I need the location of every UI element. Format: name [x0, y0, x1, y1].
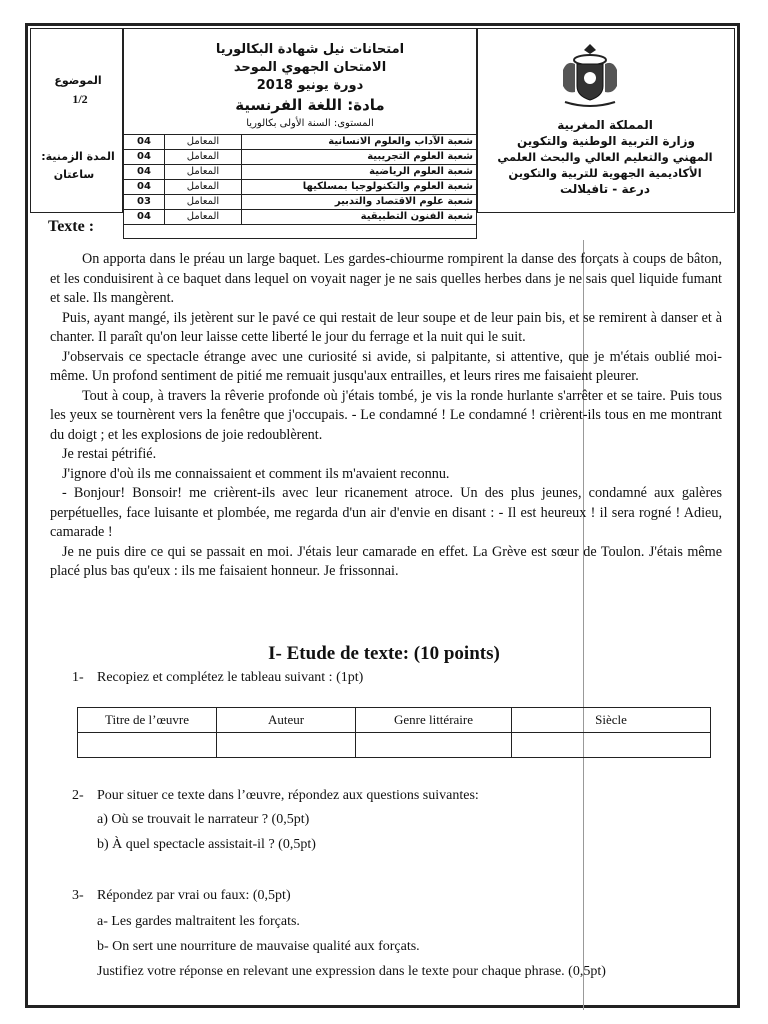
text-paragraph: J'ignore d'où ils me connaissaient et comment ils m'avaient reconnu.: [62, 465, 450, 482]
header-left-box: [30, 28, 123, 213]
question-2b: b) À quel spectacle assistait-il ? (0,5pt): [97, 837, 316, 852]
subject-label: الموضوع: [54, 74, 102, 87]
exam-title-1: امتحانات نيل شهادة البكالوريا: [215, 42, 405, 57]
text-paragraph: Puis, ayant mangé, ils jetèrent sur le pavé ce qui restait de leur soupe et de leur pain bis, et se remirent à danser et à chanter. Il paraît qu'on leur laisse cette liberté le jour du ferrage et la nuit qui le suit.: [50, 309, 722, 345]
text-paragraph: Je restai pétrifié.: [62, 446, 157, 462]
question-3a: a- Les gardes maltraitent les forçats.: [97, 914, 300, 929]
coefficient-label: المعامل: [165, 180, 242, 195]
table-answer-row: [78, 733, 711, 758]
coefficient-label: المعامل: [165, 135, 242, 150]
ministry-line-2: المهني والتعليم العالي والبحث العلمي: [497, 150, 713, 164]
duration-label: المدة الزمنية:: [41, 150, 115, 163]
branch-coefficient: 04: [124, 135, 165, 150]
table-header-cell: Genre littéraire: [356, 708, 512, 733]
table-answer-cell: [356, 733, 512, 758]
exam-title-2: الامتحان الجهوي الموحد: [233, 60, 387, 75]
academy-line-2: درعة - تافيلالت: [560, 182, 650, 196]
branch-row: [124, 180, 477, 195]
branch-coefficient: 04: [124, 165, 165, 180]
work-info-table: [77, 707, 711, 758]
branch-row: [124, 135, 477, 150]
texte-label: Texte :: [48, 218, 95, 235]
text-paragraph: J'observais ce spectacle étrange avec une curiosité si avide, si palpitante, si attentive, que je m'étais oublié moi-même. Un profond sentiment de pitié me remuait jusqu'aux entrailles, et leurs rires me faisaient pleurer.: [50, 348, 722, 384]
text-paragraph: Je ne puis dire ce qui se passait en moi. J'étais leur camarade en effet. La Grève est sœur de Toulon. J'étais même placé plus bas qu'eux : ils me faisaient honneur. Je frissonnai.: [50, 543, 722, 579]
coat-of-arms-emblem: [555, 40, 625, 110]
session: دورة يونيو 2018: [256, 78, 364, 93]
question-2-text: Pour situer ce texte dans l’œuvre, répondez aux questions suivantes:: [97, 788, 479, 803]
kingdom: المملكة المغربية: [557, 118, 653, 132]
branch-row: [124, 195, 477, 210]
branch-coefficient: 04: [124, 180, 165, 195]
level: المستوى: السنة الأولى بكالوريا: [246, 118, 374, 129]
text-paragraph: - Bonjour! Bonsoir! me crièrent-ils avec leur ricanement atroce. Un des plus jeunes, condamné aux galères perpétuelles, face luisante et plombée, me regarda d'un air d'envie en disant : - Il est heureux ! il sera rogné ! Adieu, camarade !: [50, 485, 722, 540]
branch-row: [124, 150, 477, 165]
branch-name: شعبة الفنون التطبيقية: [242, 210, 477, 225]
subject: مادة: اللغة الفرنسية: [235, 96, 385, 114]
table-answer-cell: [512, 733, 711, 758]
text-paragraph: On apporta dans le préau un large baquet. Les gardes-chiourme rompirent la danse des forçats à coups de bâton, et les conduisirent à ce baquet dans lequel on voyait nager je ne sais quelles herbes dans je ne sais quel liquide fumant et sale. Ils mangèrent.: [50, 251, 722, 306]
duration-value: ساعتان: [53, 168, 95, 181]
branch-coefficient: 04: [124, 150, 165, 165]
coefficient-label: المعامل: [165, 210, 242, 225]
table-answer-cell: [217, 733, 356, 758]
branch-name: شعبة العلوم والتكنولوجيا بمسلكيها: [242, 180, 477, 195]
branch-row: [124, 165, 477, 180]
question-3-number: 3-: [72, 888, 84, 903]
branch-row: [124, 210, 477, 225]
coefficient-label: المعامل: [165, 195, 242, 210]
branch-name: شعبة العلوم التجريبية: [242, 150, 477, 165]
literary-text: [50, 250, 722, 582]
page-number: 1/2: [72, 92, 88, 106]
table-header-cell: Auteur: [217, 708, 356, 733]
question-2-number: 2-: [72, 788, 84, 803]
branch-name: شعبة الآداب والعلوم الانسانية: [242, 135, 477, 150]
branch-coefficient: 03: [124, 195, 165, 210]
exam-header: [30, 28, 735, 239]
table-header-cell: Titre de l’œuvre: [78, 708, 217, 733]
branch-coefficient: 04: [124, 210, 165, 225]
question-3c: Justifiez votre réponse en relevant une expression dans le texte pour chaque phrase. (0,5pt): [97, 964, 606, 979]
coefficient-table: [123, 134, 477, 225]
question-3-text: Répondez par vrai ou faux: (0,5pt): [97, 888, 291, 903]
coefficient-label: المعامل: [165, 165, 242, 180]
question-2a: a) Où se trouvait le narrateur ? (0,5pt): [97, 812, 310, 827]
question-3b: b- On sert une nourriture de mauvaise qualité aux forçats.: [97, 939, 420, 954]
question-1-number: 1-: [72, 670, 84, 685]
text-paragraph: Tout à coup, à travers la rêverie profonde où j'étais tombé, je vis la ronde hurlante s'arrêter et se taire. Puis tous les yeux se tournèrent vers la fenêtre que j'occupais. - Le condamné ! Le condamné ! crièrent-ils tous en me montrant du doigt ; et les explosions de joie redoublèrent.: [50, 387, 722, 443]
branch-name: شعبة علوم الاقتصاد والتدبير: [242, 195, 477, 210]
academy-line-1: الأكاديمية الجهوية للتربية والتكوين: [508, 166, 702, 180]
table-answer-cell: [78, 733, 217, 758]
section-title: I- Etude de texte: (10 points): [268, 643, 500, 664]
ministry-line-1: وزارة التربية الوطنية والتكوين: [517, 134, 695, 148]
table-header-cell: Siècle: [512, 708, 711, 733]
table-header-row: [78, 708, 711, 733]
branch-name: شعبة العلوم الرياضية: [242, 165, 477, 180]
coefficient-label: المعامل: [165, 150, 242, 165]
question-1-text: Recopiez et complétez le tableau suivant : (1pt): [97, 670, 364, 685]
